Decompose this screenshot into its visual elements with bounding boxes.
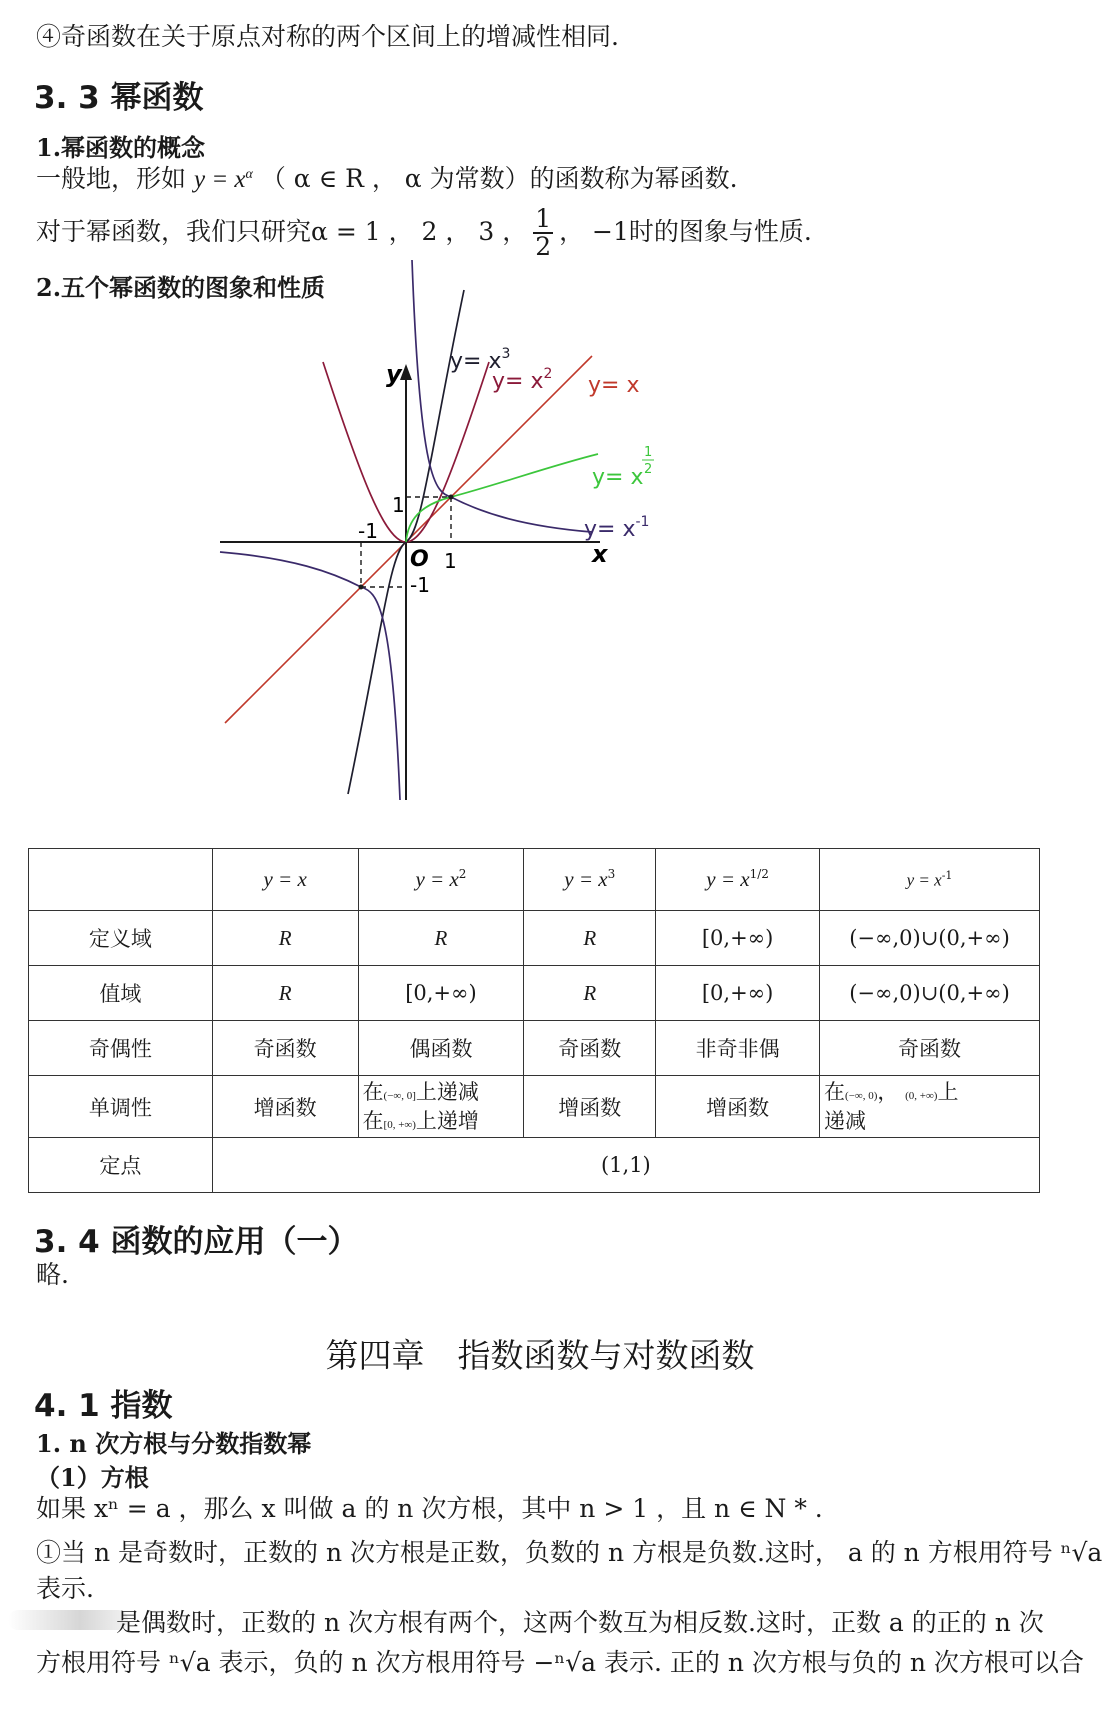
row-label-monotonicity: 单调性 <box>29 1076 213 1138</box>
cell: (−∞,0)∪(0,+∞) <box>820 911 1040 966</box>
subheading-concept: 1.幂函数的概念 <box>36 133 206 162</box>
cell-inverse-monotonicity: 在(−∞, 0)， (0, +∞)上 递减 <box>820 1076 1040 1138</box>
cell: 增函数 <box>212 1076 358 1138</box>
power-formula: y = x <box>193 166 246 193</box>
section-4-1-heading: 4. 1 指数 <box>34 1388 173 1424</box>
label-sqrt-num: 1 <box>644 445 653 460</box>
tick-one-x: 1 <box>444 549 457 573</box>
cell: [0,+∞) <box>656 911 820 966</box>
alpha-values-line <box>36 206 812 261</box>
alpha-list: α = 1 ， 2 ， 3 ， <box>311 216 528 246</box>
cell: R <box>358 911 524 966</box>
intro-line: ④奇函数在关于原点对称的两个区间上的增减性相同. <box>36 22 619 51</box>
properties-table <box>28 848 1040 1193</box>
table-header-identity: y = x <box>212 849 358 911</box>
even-root-line: 是偶数时，正数的 n 次方根有两个，这两个数互为相反数.这时，正数 a 的正的 n 次 <box>116 1608 1044 1637</box>
point-one-one <box>449 495 454 500</box>
odd-root-line-end: 表示. <box>36 1574 94 1603</box>
cell: 奇函数 <box>820 1021 1040 1076</box>
table-header-row <box>29 849 1040 911</box>
table-header-inverse: $y = x^{-1}$ <box>820 849 1040 911</box>
cell: 奇函数 <box>212 1021 358 1076</box>
power-exponent: α <box>245 166 253 182</box>
power-function-graph <box>220 346 700 800</box>
chapter-4-title: 第四章 指数函数与对数函数 <box>325 1336 755 1375</box>
label-square: $y= x^2$ <box>492 366 553 394</box>
y-axis-arrow <box>400 364 412 380</box>
subheading-nth-root: 1. n 次方根与分数指数幂 <box>36 1429 312 1458</box>
cell: R <box>524 966 656 1021</box>
table-header-square: $y = x^2$ <box>358 849 524 911</box>
label-sqrt-den: 2 <box>644 462 653 477</box>
cell: 增函数 <box>656 1076 820 1138</box>
section-3-3-heading: 3. 3 幂函数 <box>34 80 204 116</box>
y-axis-label: y <box>386 360 402 388</box>
section-3-4-body: 略. <box>36 1260 69 1289</box>
row-label-range: 值域 <box>29 966 213 1021</box>
cell: R <box>524 911 656 966</box>
even-root-line-2: 方根用符号 ⁿ√a 表示，负的 n 次方根用符号 −ⁿ√a 表示. 正的 n 次方根与负的 n 次方根可以合 <box>36 1648 1084 1677</box>
curve-sqrt <box>406 454 598 542</box>
cell: 奇函数 <box>524 1021 656 1076</box>
definition-text-b: （ α ∈ R ， α 为常数）的函数称为幂函数. <box>260 164 738 193</box>
table-row <box>29 1076 1040 1138</box>
alpha-text-a: 对于幂函数，我们只研究 <box>36 216 312 246</box>
row-label-domain: 定义域 <box>29 911 213 966</box>
cell: 非奇非偶 <box>656 1021 820 1076</box>
cell: R <box>212 911 358 966</box>
definition-line <box>36 164 738 195</box>
table-row <box>29 966 1040 1021</box>
tick-neg-x: -1 <box>358 519 378 543</box>
alpha-text-c: ， −1时的图象与性质. <box>559 216 812 246</box>
table-header-empty <box>29 849 213 911</box>
odd-root-line: ①当 n 是奇数时，正数的 n 次方根是正数，负数的 n 方根是负数.这时， a 的 n 方根用符号 ⁿ√a <box>36 1538 1102 1567</box>
curve-inverse-left <box>220 552 400 800</box>
fixed-point-value: (1,1) <box>212 1138 1039 1193</box>
cell: R <box>212 966 358 1021</box>
cell-square-monotonicity: 在(−∞, 0]上递减 在[0, +∞)上递增 <box>358 1076 524 1138</box>
cell: (−∞,0)∪(0,+∞) <box>820 966 1040 1021</box>
cell: 增函数 <box>524 1076 656 1138</box>
label-identity: y= x <box>588 373 640 398</box>
table-row <box>29 1021 1040 1076</box>
section-3-4-heading: 3. 4 函数的应用（一） <box>34 1224 359 1260</box>
origin-label: O <box>410 547 429 572</box>
curve-inverse-right <box>412 260 592 532</box>
table-header-sqrt: $y = x^{1/2}$ <box>656 849 820 911</box>
tick-neg-y: -1 <box>410 573 430 597</box>
table-row <box>29 911 1040 966</box>
half-fraction: $\frac{1}{2}$ <box>535 204 552 262</box>
row-label-fixed-point: 定点 <box>29 1138 213 1193</box>
cell: 偶函数 <box>358 1021 524 1076</box>
row-label-parity: 奇偶性 <box>29 1021 213 1076</box>
table-header-cube: $y = x^3$ <box>524 849 656 911</box>
tick-one-y: 1 <box>392 493 405 517</box>
point-neg-one <box>359 585 364 590</box>
scan-smudge <box>8 1610 128 1630</box>
label-sqrt: y= x <box>592 465 644 490</box>
label-inverse: $y= x^{-1}$ <box>584 514 650 542</box>
definition-text-a: 一般地，形如 <box>36 164 187 193</box>
x-axis-label: x <box>592 540 608 568</box>
table-row <box>29 1138 1040 1193</box>
subheading-root: （1）方根 <box>36 1463 149 1492</box>
cell: [0,+∞) <box>656 966 820 1021</box>
nth-root-definition: 如果 xⁿ = a ，那么 x 叫做 a 的 n 次方根，其中 n > 1 ，且 n ∈ N * . <box>36 1494 823 1523</box>
label-cube: $y= x^3$ <box>450 346 511 374</box>
subheading-graphs: 2.五个幂函数的图象和性质 <box>36 273 326 302</box>
cell: [0,+∞) <box>358 966 524 1021</box>
